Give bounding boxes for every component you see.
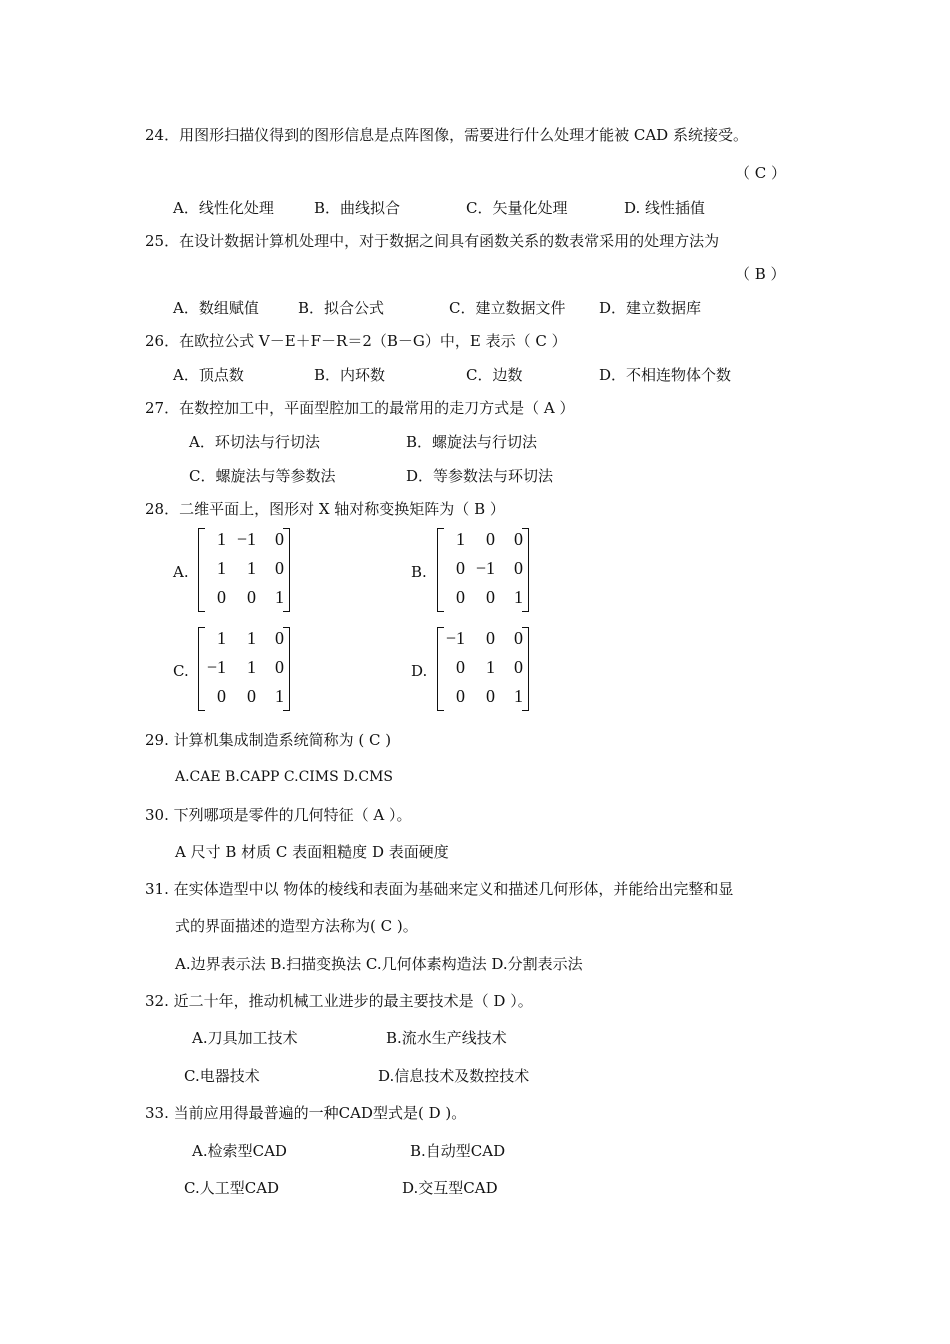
question-33-option-d: D.交互型CAD bbox=[402, 1179, 498, 1197]
matrix-cell: −1 bbox=[445, 628, 465, 648]
matrix-cell: 0 bbox=[514, 558, 523, 578]
question-24-answer: （ C ） bbox=[735, 164, 787, 182]
matrix-cell: 0 bbox=[486, 628, 495, 648]
question-25-answer: （ B ） bbox=[735, 265, 786, 283]
matrix-cell: 1 bbox=[247, 558, 256, 578]
question-30-stem: 30. 下列哪项是零件的几何特征（ A ）。 bbox=[145, 806, 412, 824]
question-27-option-b: B．螺旋法与行切法 bbox=[406, 433, 538, 451]
matrix-cell: 0 bbox=[275, 529, 284, 549]
question-32-option-b: B.流水生产线技术 bbox=[386, 1029, 507, 1047]
matrix-cell: 0 bbox=[275, 628, 284, 648]
question-33-option-c: C.人工型CAD bbox=[184, 1179, 280, 1197]
question-29-options: A.CAE B.CAPP C.CIMS D.CMS bbox=[175, 769, 393, 785]
matrix-cell: 0 bbox=[275, 657, 284, 677]
question-27-option-a: A．环切法与行切法 bbox=[189, 433, 320, 451]
matrix-cell: 0 bbox=[247, 686, 256, 706]
matrix-cell: 0 bbox=[217, 587, 226, 607]
matrix-cell: 1 bbox=[514, 686, 523, 706]
question-32-option-a: A.刀具加工技术 bbox=[192, 1029, 298, 1047]
question-33-option-b: B.自动型CAD bbox=[410, 1142, 506, 1160]
question-28-stem: 28．二维平面上，图形对 X 轴对称变换矩阵为（ B ） bbox=[145, 500, 505, 518]
matrix-cell: 1 bbox=[217, 558, 226, 578]
question-26-option-d: D．不相连物体个数 bbox=[599, 366, 732, 384]
matrix-cell: 0 bbox=[456, 587, 465, 607]
matrix-c bbox=[198, 627, 290, 711]
question-31-stem-line2: 式的界面描述的造型方法称为( C )。 bbox=[175, 917, 418, 935]
matrix-a bbox=[198, 528, 290, 612]
matrix-cell: 0 bbox=[456, 686, 465, 706]
question-27-stem: 27．在数控加工中，平面型腔加工的最常用的走刀方式是（ A ） bbox=[145, 399, 575, 417]
question-25-option-b: B．拟合公式 bbox=[298, 299, 385, 317]
matrix-cell: 0 bbox=[247, 587, 256, 607]
question-25-stem: 25．在设计数据计算机处理中，对于数据之间具有函数关系的数表常采用的处理方法为 bbox=[145, 232, 720, 250]
question-30-options: A 尺寸 B 材质 C 表面粗糙度 D 表面硬度 bbox=[175, 843, 449, 861]
matrix-cell: 0 bbox=[486, 686, 495, 706]
question-24-option-c: C．矢量化处理 bbox=[466, 199, 568, 217]
question-32-option-c: C.电器技术 bbox=[184, 1067, 260, 1085]
matrix-cell: 1 bbox=[247, 657, 256, 677]
question-25-option-c: C．建立数据文件 bbox=[449, 299, 566, 317]
question-32-option-d: D.信息技术及数控技术 bbox=[378, 1067, 530, 1085]
matrix-cell: 0 bbox=[217, 686, 226, 706]
matrix-cell: 0 bbox=[456, 558, 465, 578]
question-27-option-c: C．螺旋法与等参数法 bbox=[189, 467, 336, 485]
question-26-option-b: B．内环数 bbox=[314, 366, 386, 384]
matrix-b-label: B. bbox=[411, 563, 427, 581]
question-24-option-b: B．曲线拟合 bbox=[314, 199, 401, 217]
matrix-c-label: C. bbox=[173, 662, 189, 680]
matrix-cell: 1 bbox=[275, 587, 284, 607]
matrix-cell: −1 bbox=[475, 558, 495, 578]
matrix-cell: 0 bbox=[514, 657, 523, 677]
matrix-cell: 1 bbox=[247, 628, 256, 648]
question-25-option-a: A．数组赋值 bbox=[173, 299, 259, 317]
question-33-option-a: A.检索型CAD bbox=[192, 1142, 287, 1160]
matrix-cell: −1 bbox=[236, 529, 256, 549]
matrix-cell: 0 bbox=[275, 558, 284, 578]
matrix-cell: 1 bbox=[514, 587, 523, 607]
question-26-option-a: A．顶点数 bbox=[173, 366, 244, 384]
matrix-cell: 1 bbox=[486, 657, 495, 677]
matrix-d-label: D. bbox=[411, 662, 428, 680]
question-26-option-c: C．边数 bbox=[466, 366, 523, 384]
matrix-a-label: A. bbox=[173, 563, 189, 581]
matrix-d bbox=[437, 627, 529, 711]
matrix-cell: 1 bbox=[217, 529, 226, 549]
matrix-cell: 0 bbox=[486, 529, 495, 549]
question-29-stem: 29. 计算机集成制造系统简称为 ( C ) bbox=[145, 731, 392, 749]
matrix-cell: −1 bbox=[206, 657, 226, 677]
question-33-stem: 33. 当前应用得最普遍的一种CAD型式是( D )。 bbox=[145, 1104, 467, 1122]
matrix-cell: 0 bbox=[486, 587, 495, 607]
matrix-cell: 1 bbox=[456, 529, 465, 549]
question-24-stem: 24．用图形扫描仪得到的图形信息是点阵图像，需要进行什么处理才能被 CAD 系统接受。 bbox=[145, 126, 748, 144]
question-31-options: A.边界表示法 B.扫描变换法 C.几何体素构造法 D.分割表示法 bbox=[175, 955, 583, 973]
matrix-cell: 0 bbox=[456, 657, 465, 677]
matrix-cell: 0 bbox=[514, 529, 523, 549]
matrix-b bbox=[437, 528, 529, 612]
matrix-cell: 0 bbox=[514, 628, 523, 648]
question-25-option-d: D．建立数据库 bbox=[599, 299, 702, 317]
question-32-stem: 32. 近二十年，推动机械工业进步的最主要技术是（ D ）。 bbox=[145, 992, 533, 1010]
question-24-option-d: D. 线性插值 bbox=[624, 199, 706, 217]
question-31-stem-line1: 31. 在实体造型中以 物体的棱线和表面为基础来定义和描述几何形体，并能给出完整和显 bbox=[145, 880, 734, 898]
question-27-option-d: D．等参数法与环切法 bbox=[406, 467, 554, 485]
matrix-cell: 1 bbox=[275, 686, 284, 706]
question-24-option-a: A．线性化处理 bbox=[173, 199, 274, 217]
question-26-stem: 26．在欧拉公式 V－E＋F－R＝2（B－G）中，E 表示（ C ） bbox=[145, 332, 567, 350]
matrix-cell: 1 bbox=[217, 628, 226, 648]
